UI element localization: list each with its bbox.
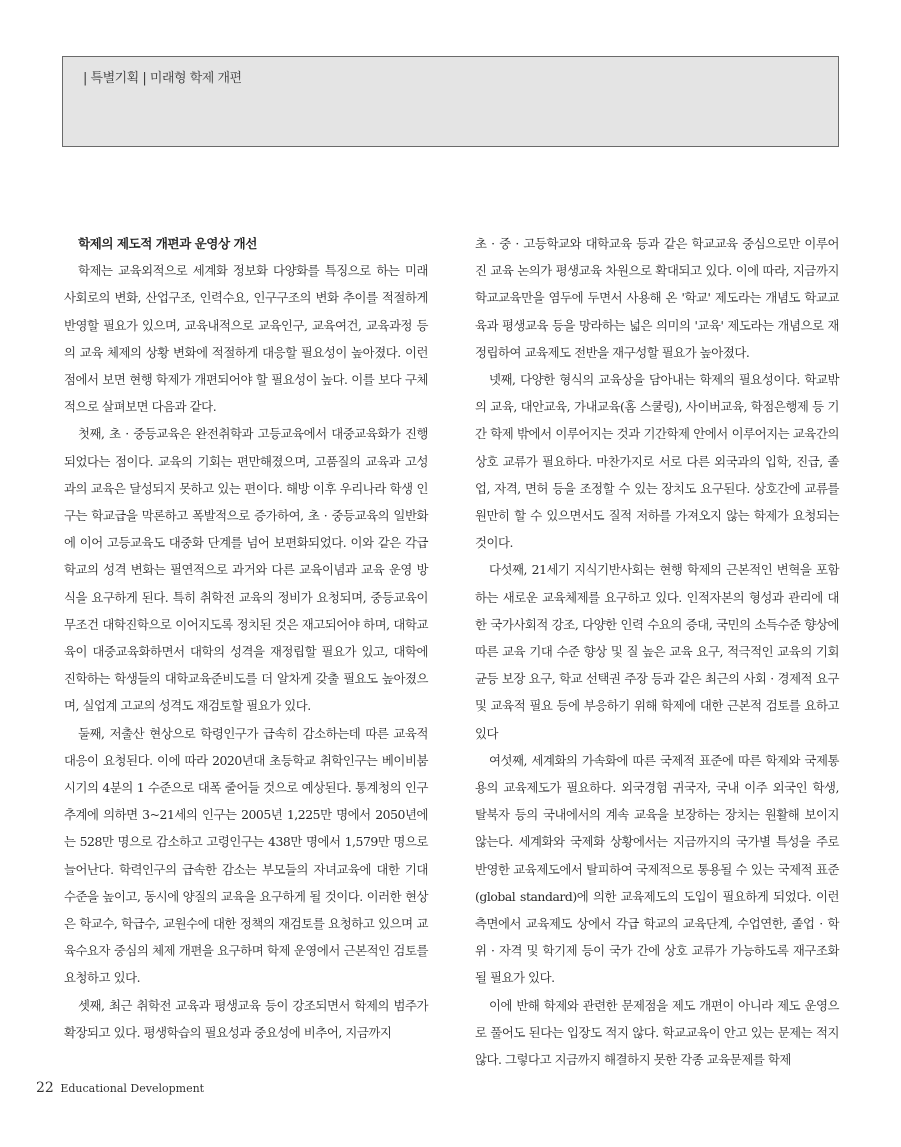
page-footer (36, 1080, 204, 1096)
paragraph: 첫째, 초 · 중등교육은 완전취학과 고등교육에서 대중교육화가 진행되었다는 점이다. 교육의 기회는 편만해졌으며, 고품질의 교육과 고성과의 교육은 달성되지 못하고 있는 편이다. 해방 이후 우리나라 학생 인구는 학교급을 막론하고 폭발적으로 증가하여, 초 · 중등교육의 일반화에 이어 고등교육도 대중화 단계를 넘어 보편화되었다. 이와 같은 각급 학교의 성격 변화는 필연적으로 과거와 다른 교육이념과 교육 운영 방식을 요구하게 된다. 특히 취학전 교육의 정비가 요청되며, 중등교육이 무조건 대학진학으로 이어지도록 정치된 것은 재고되어야 하며, 대학교육이 대중교육화하면서 대학의 성격을 재정립할 필요가 있고, 대학에 진학하는 학생들의 대학교육준비도를 더 알차게 갖출 필요도 높아졌으며, 실업계 고교의 성격도 재검토할 필요가 있다. (64, 426, 428, 714)
header-banner (62, 56, 839, 147)
page-number: 22 (36, 1080, 54, 1096)
left-column (64, 230, 428, 1046)
paragraph: 셋째, 최근 취학전 교육과 평생교육 등이 강조되면서 학제의 범주가 확장되고 있다. 평생학습의 필요성과 중요성에 비추어, 지금까지 (64, 997, 428, 1040)
paragraph: 학제는 교육외적으로 세계화 정보화 다양화를 특징으로 하는 미래 사회로의 변화, 산업구조, 인력수요, 인구구조의 변화 추이를 적절하게 반영할 필요가 있으며, 교육내적으로 교육인구, 교육여건, 교육과정 등의 교육 체제의 상황 변화에 적절하게 대응할 필요성이 높아졌다. 이런 점에서 보면 현행 학제가 개편되어야 할 필요성이 높다. 이를 보다 구체적으로 살펴보면 다음과 같다. (64, 263, 428, 415)
paragraph: 여섯째, 세계화의 가속화에 따른 국제적 표준에 따른 학제와 국제통용의 교육제도가 필요하다. 외국경험 귀국자, 국내 이주 외국인 학생, 탈북자 등의 국내에서의 계속 교육을 보장하는 장치는 원활해 보이지 않는다. 세계화와 국제화 상황에서는 지금까지의 국가별 특성을 주로 반영한 교육제도에서 탈피하여 국제적으로 통용될 수 있는 국제적 표준(global standard)에 의한 교육제도의 도입이 필요하게 되었다. 이런 측면에서 교육제도 상에서 각급 학교의 교육단계, 수업연한, 졸업 · 학위 · 자격 및 학기제 등이 국가 간에 상호 교류가 가능하도록 재구조화될 필요가 있다. (475, 752, 839, 986)
right-column (475, 230, 839, 1073)
paragraph: 넷째, 다양한 형식의 교육상을 담아내는 학제의 필요성이다. 학교밖의 교육, 대안교육, 가내교육(홈 스쿨링), 사이버교육, 학점은행제 등 기간 학제 밖에서 이루어지는 것과 기간학제 안에서 이루어지는 교육간의 상호 교류가 필요하다. 마찬가지로 서로 다른 외국과의 입학, 진급, 졸업, 자격, 면허 등을 조정할 수 있는 장치도 요구된다. 상호간에 교류를 원만히 할 수 있으면서도 질적 저하를 가져오지 않는 학제가 요청되는 것이다. (475, 372, 839, 551)
section-heading: 학제의 제도적 개편과 운영상 개선 (78, 236, 257, 251)
paragraph: 이에 반해 학제와 관련한 문제점을 제도 개편이 아니라 제도 운영으로 풀어도 된다는 입장도 적지 않다. 학교교육이 안고 있는 문제는 적지 않다. 그렇다고 지금까지 해결하지 못한 각종 교육문제를 학제 (475, 997, 839, 1068)
publication-name: Educational Development (60, 1082, 205, 1095)
paragraph-continuation: 초 · 중 · 고등학교와 대학교육 등과 같은 학교교육 중심으로만 이루어진 교육 논의가 평생교육 차원으로 확대되고 있다. 이에 따라, 지금까지 학교교육만을 염두에 두면서 사용해 온 '학교' 제도라는 개념도 학교교육과 평생교육 등을 망라하는 넓은 의미의 '교육' 제도라는 개념으로 재정립하여 교육제도 전반을 재구성할 필요가 높아졌다. (475, 236, 839, 360)
paragraph: 둘째, 저출산 현상으로 학령인구가 급속히 감소하는데 따른 교육적 대응이 요청된다. 이에 따라 2020년대 초등학교 취학인구는 베이비붐 시기의 4분의 1 수준으로 대폭 줄어들 것으로 예상된다. 통계청의 인구추계에 의하면 3~21세의 인구는 2005년 1,225만 명에서 2050년에는 528만 명으로 감소하고 고령인구는 438만 명에서 1,579만 명으로 늘어난다. 학력인구의 급속한 감소는 부모들의 자녀교육에 대한 기대 수준을 높이고, 동시에 양질의 교육을 요구하게 될 것이다. 이러한 현상은 학교수, 학급수, 교원수에 대한 정책의 재검토를 요청하고 있으며 교육수요자 중심의 체제 개편을 요구하며 학제 운영에서 근본적인 검토를 요청하고 있다. (64, 725, 428, 986)
paragraph: 다섯째, 21세기 지식기반사회는 현행 학제의 근본적인 변혁을 포함하는 새로운 교육체제를 요구하고 있다. 인적자본의 형성과 관리에 대한 국가사회적 강조, 다양한 인력 수요의 증대, 국민의 소득수준 향상에 따른 교육 기대 수준 향상 및 질 높은 교육 요구, 적극적인 교육의 기회균등 보장 요구, 학교 선택권 주장 등과 같은 최근의 사회 · 경제적 요구 및 교육적 필요 등에 부응하기 위해 학제에 대한 근본적 검토를 요하고 있다 (475, 562, 839, 741)
section-label: | 특별기획 | 미래형 학제 개편 (83, 71, 242, 86)
